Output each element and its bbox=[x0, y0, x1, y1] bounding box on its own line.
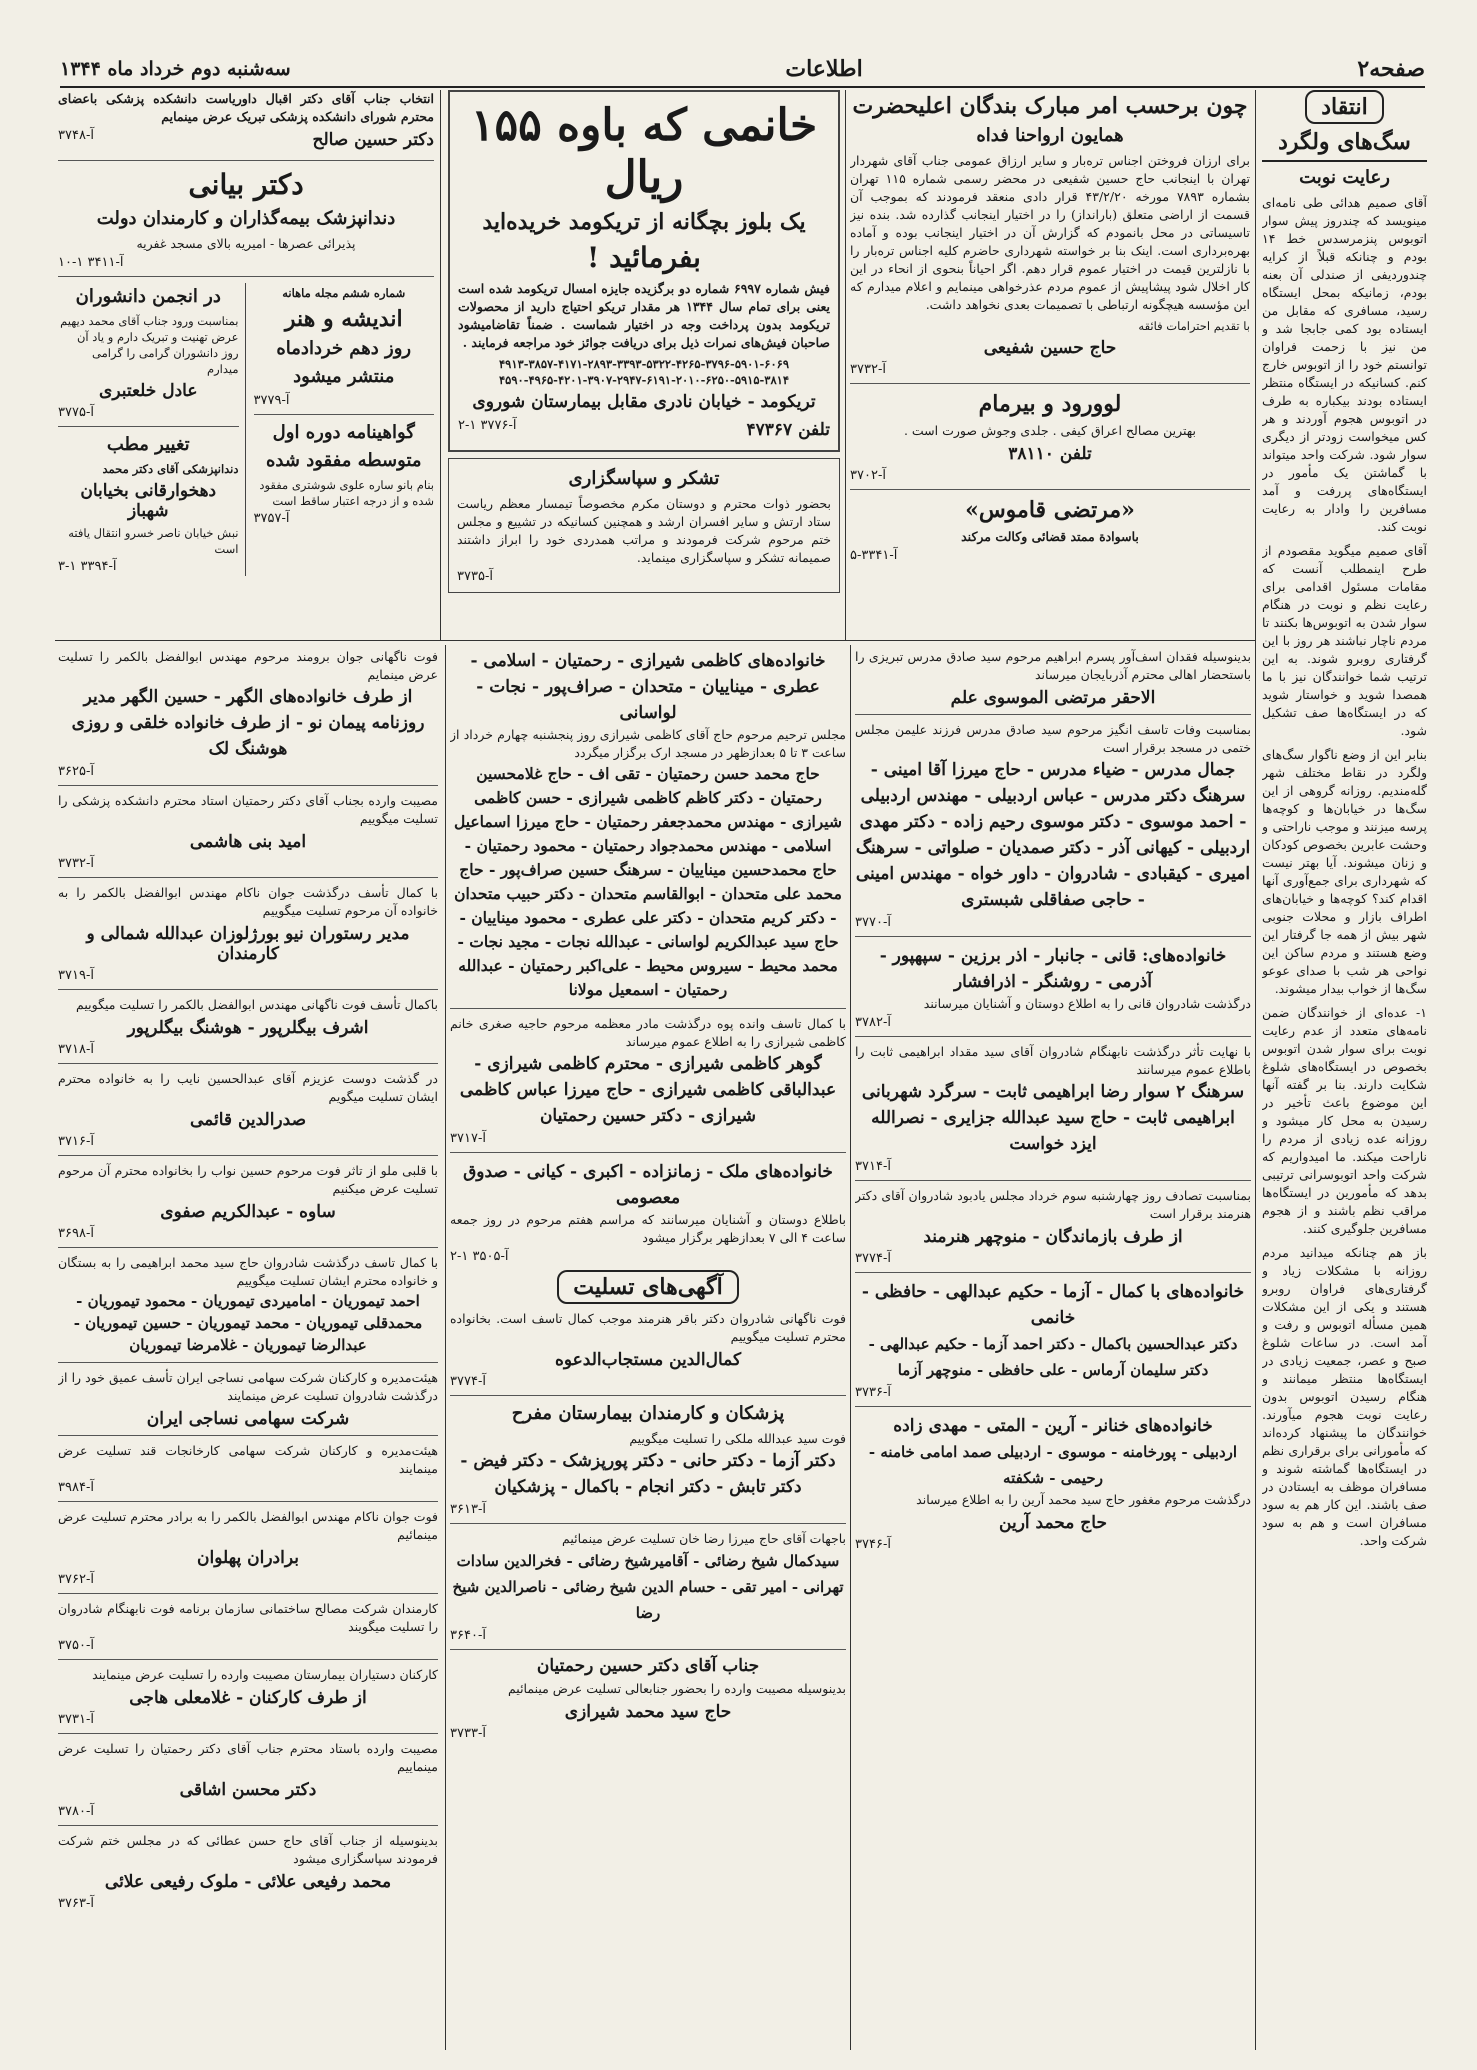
condolence-text: در گذشت دوست عزیزم آقای عبدالحسین نایب را به خانواده محترم ایشان تسلیت میگویم bbox=[58, 1071, 438, 1104]
condolence-signature: از طرف کارکنان - غلامعلی هاجی bbox=[129, 1688, 367, 1708]
ad-code: آ-۳۶۲۵ bbox=[58, 764, 94, 779]
condolence-text: با قلبی ملو از تاثر فوت مرحوم حسین نواب را بخانواده محترم آن مرحوم تسلیت عرض میکنیم bbox=[58, 1163, 438, 1196]
ad-code: آ-۳۷۳۱ bbox=[58, 1712, 94, 1727]
condolence-signature: برادران پهلوان bbox=[197, 1548, 299, 1568]
congrat-signature: دکتر حسین صالح bbox=[312, 130, 434, 150]
criticism-title: سگ‌های ولگرد bbox=[1262, 128, 1427, 162]
announcement-subtitle: همایون ارواحنا فداه bbox=[976, 125, 1124, 146]
condolence-text: فوت جوان ناکام مهندس ابوالفضل بالکمر را به برادر محترم تسلیت عرض مینمائیم bbox=[58, 1509, 438, 1542]
office-change-title: تغییر مطب bbox=[106, 434, 190, 455]
condolence-text: با نهایت تأثر درگذشت نابهنگام شادروان آقای سید مقداد ابراهیمی ثابت را باطلاع عموم میرسانند bbox=[855, 1044, 1251, 1077]
ad-code: آ-۳۷۸۲ bbox=[855, 1015, 891, 1030]
condolence-signature: اشرف بیگلرپور - هوشنگ بیگلرپور bbox=[127, 1018, 369, 1038]
families-title: خانواده‌های: قانی - جانبار - اذر برزین - سپهپور - آذرمی - روشنگر - اذرافشار bbox=[879, 946, 1227, 992]
magazine-date: روز دهم خردادماه bbox=[276, 338, 412, 359]
assoc-title: در انجمن دانشوران bbox=[75, 286, 221, 307]
condolence-signature: کمال‌الدین مستجاب‌الدعوه bbox=[554, 1350, 742, 1370]
condolence-names: احمد تیموریان - امامیردی تیموریان - محمود تیموریان - محمدقلی تیموریان - محمد تیموریان - حسین تیموریان - عبدالرضا تیموریان - غلامرضا تیموریان bbox=[73, 1292, 423, 1354]
condolence-text: با کمال تاسف درگذشت شادروان حاج سید محمد ابراهیمی را به بستگان و خانواده محترم ایشان تسلیت میگوییم bbox=[58, 1255, 438, 1288]
families-title: خانواده‌های با کمال - آزما - حکیم عبدالهی - حافظی - خانمی bbox=[861, 1282, 1245, 1328]
office-change-detail: نبش خیابان ناصر خسرو انتقال یافته است bbox=[68, 526, 239, 556]
masthead bbox=[60, 52, 1425, 88]
ad-headline: خانمی که باوه ۱۵۵ ریال bbox=[470, 100, 818, 203]
condolence-names: سیدکمال شیخ رضائی - آقامیرشیخ رضائی - فخرالدین سادات تهرانی - امیر تقی - حسام الدین شیخ رضائی - ناصرالدین شیخ رضا bbox=[452, 1552, 844, 1622]
ad-text: باسوادة ممتد قضائی وکالت مرکند bbox=[961, 529, 1139, 544]
ad-code: آ-۳۶۱۳ bbox=[450, 1502, 486, 1517]
ad-title: «مرتضی قاموس» bbox=[965, 497, 1135, 523]
row-rule bbox=[55, 640, 1255, 641]
regards: با تقدیم احترامات فائقه bbox=[1138, 319, 1250, 333]
ad-text: فیش شماره ۶۹۹۷ شماره دو برگزیده جایزه امسال تریکومد شده است یعنی برای تمام سال ۱۳۴۴ هر مقدار تریکو احتیاج دارید از محصولات تریکومد بدون پرداخت وجه در اختیار شماست . ضمناً تقاضامیشود صاحبان فیش‌های نمرات ذیل برای دریافت جوائز خود مراجعه فرمایند . bbox=[458, 281, 831, 350]
condolence-signature: حاج محمد آرین bbox=[999, 1513, 1107, 1533]
section-heading: رعایت نوبت bbox=[1299, 167, 1390, 188]
condolence-signature: حاج سید محمد شیرازی bbox=[564, 1702, 732, 1722]
ad-code: آ-۳۷۳۵ bbox=[457, 569, 493, 584]
condolence-text: درگذشت شادروان قانی را به اطلاع دوستان و آشنایان میرسانند bbox=[923, 996, 1251, 1011]
assoc-signature: عادل خلعتبری bbox=[99, 381, 198, 401]
criticism-heading: انتقاد bbox=[1305, 90, 1384, 124]
condolence-names: گوهر کاظمی شیرازی - محترم کاظمی شیرازی - عبدالباقی کاظمی شیرازی - حاج میرزا عباس کاظمی شیرازی - دکتر حسین رحمتیان bbox=[459, 1054, 837, 1126]
condolence-text: هیئت‌مدیره و کارکنان شرکت سهامی کارخانجات قند تسلیت عرض مینمایند bbox=[58, 1443, 438, 1476]
condolence-signature: امید بنی هاشمی bbox=[189, 832, 307, 852]
assoc-text: بمناسبت ورود جناب آقای محمد دیهیم عرض تهنیت و تبریک دارم و یاد آن روز دانشوران گرامی را گرامی میدارم bbox=[60, 314, 239, 376]
condolence-text: بمناسبت تصادف روز چهارشنبه سوم خرداد مجلس یادبود شادروان آقای دکتر هنرمند برقرار است bbox=[855, 1188, 1251, 1221]
ticket-numbers: ۴۹۱۳-۳۸۵۷-۴۱۷۱-۲۸۹۳-۳۳۹۳-۵۳۲۲-۴۲۶۵-۳۷۹۶-۵۹۰۱-۶۰۶۹ ۴۵۹۰-۴۹۶۵-۴۲۰۱-۳۹۰۷-۲۹۴۷-۶۱۹۱-۲۰۱۰-۶۲۵۰-۵۹۱۵-۳۸۱۴ bbox=[498, 357, 790, 387]
condolence-text: مصیبت وارده باستاد محترم جناب آقای دکتر رحمتیان را تسلیت عرض مینماییم bbox=[58, 1741, 438, 1774]
condolence-text: باطلاع دوستان و آشنایان میرسانند که مراسم هفتم مرحوم در روز جمعه ساعت ۴ الی ۷ بعدازظهر برگزار میشود bbox=[450, 1212, 846, 1245]
announcement-column bbox=[850, 90, 1250, 565]
criticism-text: بنابر این از وضع ناگوار سگ‌های ولگرد در نقاط مختلف شهر گله‌مندیم. روزانه گروهی از این سگ‌ها در خیابان‌ها و کوچه‌ها پرسه میزنند و موجب ناراحتی و وحشت عابرین بخصوص کودکان و زنان میشوند. آیا بهتر نیست که شهرداری برای جمع‌آوری آنها اقدام کند؟ کوچه‌ها و خیابان‌های اطراف بازار و محلات جنوبی شهر بیش از همه جا گرفتار این وضع هستند و مردم ساکن این نواحی هر شب با صدای عوعو سگ‌ها از خواب بیدار میشوند. bbox=[1262, 747, 1427, 996]
condolence-text: درگذشت مرحوم مغفور حاج سید محمد آرین را به اطلاع میرساند bbox=[916, 1492, 1251, 1507]
condolence-text: بدینوسیله مصیبت وارده را بحضور جنابعالی تسلیت عرض مینمائیم bbox=[507, 1681, 846, 1696]
column-rule bbox=[445, 645, 446, 2050]
condolence-signature: شرکت سهامی نساجی ایران bbox=[146, 1409, 350, 1429]
ad-code: آ-۳۵۰۵ ۱-۲ bbox=[450, 1249, 509, 1264]
magazine-issue: شماره ششم مجله ماهانه bbox=[282, 286, 406, 300]
ad-code: آ-۳۷۱۷ bbox=[450, 1131, 486, 1146]
condolence-signature: صدرالدین قائمی bbox=[189, 1110, 307, 1130]
condolence-text: باکمال تأسف فوت ناگهانی مهندس ابوالفضل بالکمر را تسلیت میگوییم bbox=[76, 997, 438, 1012]
criticism-text: آقای صمیم هدائی طی نامه‌ای مینویسد که چندروز پیش سوار اتوبوس پنزمرسدس خط ۱۴ بودم و چنانکه قبلاً از کرایه چندوردیفی از صندلی آن بعنه بودم، زمانیکه بمحل ایستگاه رسید، مسافری که مقابل من ایستاده بود کمی جابجا شد و من نیز با زحمت فراوان توانستم خود را از اتوبوس خارج کنم. کسانیکه در ایستگاه منتظر ایستاده بودند بیکباره به طرف در اتوبوس هجوم آوردند و هر کس میخواست زودتر از دیگری سوار شود. شرکت واحد میتواند با گماشتن یک مأمور در ایستگاه‌های پررفت و آمد مسافرین را وادار به رعایت نوبت کند. bbox=[1262, 195, 1427, 534]
condolence-section-heading: آگهی‌های تسلیت bbox=[557, 1270, 739, 1304]
criticism-column bbox=[1262, 90, 1427, 1550]
condolence-text: بدینوسیله از جناب آقای حاج حسن عطائی که در مجلس ختم شرکت فرمودند سپاسگزاری میشود bbox=[58, 1833, 438, 1866]
ad-code: آ-۳۷۰۲ bbox=[850, 468, 886, 483]
thanks-title: تشکر و سپاسگزاری bbox=[568, 468, 720, 489]
column-rule bbox=[845, 90, 846, 640]
announcement-title: چون برحسب امر مبارک بندگان اعلیحضرت bbox=[852, 93, 1248, 119]
ad-code: آ-۳۳۹۴ ۱-۳ bbox=[58, 559, 117, 574]
ad-code: آ-۳۶۴۰ bbox=[450, 1628, 486, 1643]
ad-phone: تلفن ۴۷۳۶۷ bbox=[746, 420, 830, 440]
office-change-text: دندانپزشکی آقای دکتر محمد bbox=[102, 462, 239, 476]
certificate-subtitle: متوسطه مفقود شده bbox=[265, 450, 422, 471]
ad-code: آ-۳۷۱۴ bbox=[855, 1159, 891, 1174]
ad-code: آ-۳۷۳۶ bbox=[855, 1385, 891, 1400]
ad-phone: تلفن ۳۸۱۱۰ bbox=[1008, 444, 1092, 464]
ad-code: آ-۳۷۷۴ bbox=[450, 1374, 486, 1389]
ad-code: آ-۳۳۴۱-۵ bbox=[850, 548, 898, 563]
condolence-text: با کمال تاسف وانده پوه درگذشت مادر معظمه مرحوم حاجیه صغری خانم کاظمی شیرازی را به اطلاع عموم میرساند bbox=[450, 1016, 846, 1049]
ad-code: آ-۳۹۸۴ bbox=[58, 1480, 94, 1495]
small-ads-column bbox=[58, 90, 434, 576]
column-rule bbox=[440, 90, 441, 640]
condolence-names: حاج محمد حسن رحمتیان - تقی اف - حاج غلامحسین رحمتیان - دکتر کاظم کاظمی شیرازی - حسن کاظمی شیرازی - مهندس محمدجعفر رحمتیان - حاج میرزا اسماعیل اسلامی - مهندس محمدجواد رحمتیان - محمود رحمتیان - حاج محمدحسین میناییان - سرهنگ حسین صراف‌پور - حاج محمد علی متحدان - ابوالقاسم متحدان - دکتر حبیب متحدان - دکتر کریم متحدان - دکتر علی عطری - محمود میناییان - حاج سید عبدالکریم لواسانی - عبدالله نجات - مجید نجات - محمد محیط - سیروس محیط - علی‌اکبر رحمتیان - عبدالله رحمتیان - اسمعیل مولانا bbox=[454, 764, 842, 999]
condolence-signature: دکتر محسن اشاقی bbox=[179, 1780, 317, 1800]
doctor-specialty: دندانپزشک بیمه‌گذاران و کارمندان دولت bbox=[96, 208, 396, 229]
ad-code: آ-۳۷۱۹ bbox=[58, 968, 94, 983]
doctor-address: پذیرائی عصرها - امیریه بالای مسجد غفریه bbox=[136, 236, 356, 251]
condolence-text: بمناسبت وفات تاسف انگیز مرحوم سید صادق مدرس فرزند علیمن مجلس ختمی در مسجد برقرار است bbox=[855, 722, 1251, 755]
ad-code: آ-۳۷۷۰ bbox=[855, 915, 891, 930]
column-rule bbox=[1255, 90, 1256, 2050]
condolence-text: با کمال تأسف درگذشت جوان ناکام مهندس ابوالفضل بالکمر را به خانواده آن مرحوم تسلیت میگوییم bbox=[58, 885, 438, 918]
ad-subheadline: یک بلوز بچگانه از تریکومد خریده‌اید bbox=[482, 209, 806, 235]
condolence-text: بدینوسیله فقدان اسف‌آور پسرم ابراهیم مرحوم سید صادق مدرس تبریزی را باستحضار اهالی محترم آذربایجان میرساند bbox=[855, 649, 1251, 682]
condolence-signature: محمد رفیعی علائی - ملوک رفیعی علائی bbox=[104, 1872, 392, 1892]
condolence-names: سرهنگ ۲ سوار رضا ابراهیمی ثابت - سرگرد شهربانی ابراهیمی ثابت - حاج سید عبدالله جزایری - نصرالله ایزد خواست bbox=[861, 1082, 1245, 1154]
ad-code: آ-۳۷۱۶ bbox=[58, 1134, 94, 1149]
criticism-text-continued: باز هم چنانکه میدانید مردم روزانه با مشکلات زیاد و گرفتاری‌های فراوان روبرو هستند و یکی از این مشکلات همین مسأله اتوبوس و رفت و آمد است. در ساعات شلوغ صبح و عصر، جمعیت زیادی در ایستگاه‌ها منتظر میمانند و هنگام رسیدن اتوبوس بدون رعایت نوبت هجوم میآورند. خوانندگان ما پیشنهاد کرده‌اند که مأمورانی برای برقراری نظم در ایستگاه‌ها گماشته شوند و مسافران موظف به ایستادن در صف باشند. این کار هم به سود مسافران است و هم به سود شرکت واحد. bbox=[1262, 1245, 1427, 1548]
condolence-names: جمال مدرس - ضیاء مدرس - حاج میرزا آقا امینی - سرهنگ دکتر مدرس - عباس اردبیلی - مهندس اردبیلی - احمد موسوی - دکتر موسوی رحیم زاده - دکتر مهدی اردبیلی - کیهانی آذر - دکتر صمدیان - صلواتی - سرهنگ امیری - کیقبادی - شادروان - داور خواه - مهندس امینی - حاجی صفاقلی شبستری bbox=[855, 760, 1251, 910]
doctor-name: دکتر بیانی bbox=[188, 168, 304, 201]
magazine-publish: منتشر میشود bbox=[293, 366, 395, 387]
ad-code: آ-۳۷۴۸ bbox=[58, 128, 94, 143]
condolence-text: باجهات آقای حاج میرزا رضا خان تسلیت عرض مینمائیم bbox=[562, 1531, 846, 1546]
condolence-text: کارکنان دستیاران بیمارستان مصیبت وارده را تسلیت عرض مینمایند bbox=[92, 1667, 438, 1682]
condolence-column-left bbox=[58, 648, 438, 1913]
office-change-name: دهخوارقانی بخیابان شهباز bbox=[80, 481, 217, 521]
condolence-text: هیئت‌مدیره و کارکنان شرکت سهامی نساجی ایران تأسف عمیق خود را از درگذشت شادروان تسلیت عرض مینمایند bbox=[58, 1370, 438, 1403]
ad-code: آ-۳۷۴۶ bbox=[855, 1537, 891, 1552]
condolence-text: فوت ناگهانی شادروان دکتر باقر هنرمند موجب کمال تاسف است. بخانواده محترم تسلیت میگوییم bbox=[450, 1311, 846, 1344]
page-number: صفحه۲ bbox=[1357, 56, 1425, 82]
ad-code: آ-۳۷۷۹ bbox=[253, 393, 290, 408]
condolence-text: مجلس ترحیم مرحوم حاج آقای کاظمی شیرازی روز پنجشنبه چهارم خرداد از ساعت ۳ تا ۵ بعدازظهر در مسجد ارک برگزار میگردد bbox=[450, 727, 846, 760]
ad-code: آ-۳۴۱۱ ۱-۱۰ bbox=[58, 255, 124, 270]
ad-code: آ-۳۷۵۷ bbox=[253, 511, 290, 526]
announcement-text: برای ارزان فروختن اجناس تره‌بار و سایر ارزاق عمومی جناب آقای شهردار تهران با اینجانب حاج حسین شفیعی در محضر رسمی شماره ۱۱۵ تهران بشماره ۷۸۹۳ مورخه ۴۳/۲/۲۰ قرار دادی منعقد فرمودند که بموجب آن قسمت از اراضی متعلق (بارانداز) را در اختیار اینجانب گذارده شد. بنده نیز تاسیساتی در محل بانمودم که گزارش آن در اختیار اینجانب بوده و آماده بهره‌برداری است. اینک بنا بر خواسته شهرداری حاضرم کلیه اجناس تره‌بار را با نازلترین قیمت در اختیار عموم قرار دهم. اگر احیاناً بنحوی از انحاء در این کار اخلال شود پیشاپیش از عموم مردم عذرخواهی مینمایم و اعلام میدارم که این مؤسسه هیچگونه ارتباطی با تصمیمات بعدی نخواهد داشت. bbox=[850, 153, 1250, 312]
condolence-names: دکتر عبدالحسین باکمال - دکتر احمد آزما - حکیم عبدالهی - دکتر سلیمان آرماس - علی حافظی - منوچهر آزما bbox=[868, 1335, 1238, 1379]
ad-code: آ-۳۷۱۸ bbox=[58, 1042, 94, 1057]
families-title: خانواده‌های خنانر - آرین - المتی - مهدی زاده bbox=[893, 1416, 1213, 1436]
ad-call: بفرمائید ! bbox=[587, 241, 701, 274]
criticism-text: ۱- عده‌ای از خوانندگان ضمن نامه‌های متعدد از عدم رعایت نوبت برای سوار شدن اتوبوس بخصوص در ایستگاه‌های شلوغ شکایت دارند. بنا بر گفته آنها این موضوع باعث تأخیر در رسیدن به محل کار میشود و روزانه عده زیادی از مردم را ناراحت میکند. ما امیدواریم که شرکت واحد اتوبوسرانی ترتیبی بدهد که مأمورین در ایستگاه‌ها مراقب نظم باشند و از هجوم مسافرین جلوگیری کنند. bbox=[1262, 1005, 1427, 1236]
condolence-column-middle bbox=[450, 648, 846, 1743]
ad-code: آ-۳۷۳۲ bbox=[58, 856, 94, 871]
condolence-signature: الاحقر مرتضی الموسوی علم bbox=[950, 688, 1156, 708]
signature: حاج حسین شفیعی bbox=[983, 338, 1117, 358]
issue-date: سه‌شنبه دوم خرداد ماه ۱۳۴۴ bbox=[60, 58, 291, 80]
ad-code: آ-۳۶۹۸ bbox=[58, 1226, 94, 1241]
ad-title: لوورود و بیرمام bbox=[978, 391, 1122, 417]
condolence-column-right bbox=[855, 648, 1251, 1554]
condolence-text: کارمندان شرکت مصالح ساختمانی سازمان برنامه فوت نابهنگام شادروان را تسلیت میگویند bbox=[58, 1601, 438, 1634]
condolence-recipient: جناب آقای دکتر حسین رحمتیان bbox=[536, 1656, 760, 1676]
magazine-name: اندیشه و هنر bbox=[284, 306, 403, 332]
condolence-text: فوت سید عبدالله ملکی را تسلیت میگوییم bbox=[629, 1431, 846, 1446]
condolence-signature: از طرف بازماندگان - منوچهر هنرمند bbox=[923, 1227, 1183, 1247]
ad-text: بهترین مصالح اعراق کیفی . جلدی وجوش صورت است . bbox=[903, 423, 1197, 438]
ad-code: آ-۳۷۷۶ ۱-۲ bbox=[458, 418, 517, 433]
congrat-text: انتخاب جناب آقای دکتر اقبال داوریاست دانشکده پزشکی باعضای محترم شورای دانشکده پزشکی تبریک عرض مینمایم bbox=[58, 91, 434, 124]
condolence-text: فوت ناگهانی جوان برومند مرحوم مهندس ابوالفضل بالکمر را تسلیت عرض مینمایم bbox=[58, 649, 438, 682]
families-title: خانواده‌های ملک - زمانزاده - اکبری - کیانی - صدوق معصومی bbox=[463, 1162, 833, 1208]
condolence-text: مصیبت وارده بجناب آقای دکتر رحمتیان استاد محترم دانشکده پزشکی را تسلیت میگوییم bbox=[58, 793, 438, 826]
thanks-text: بحضور ذوات محترم و دوستان مکرم مخصوصاً تیمسار معظم ریاست ستاد ارتش و سایر افسران ارشد و همچنین کسانیکه در تشییع و مجلس ختم مرحوم شرکت فرمودند و مراتب همدردی خود را ابراز داشتند صمیمانه تشکر و سپاسگزاری مینماید. bbox=[457, 496, 831, 565]
ad-code: آ-۳۷۳۳ bbox=[450, 1726, 486, 1741]
tricomed-ad bbox=[448, 90, 840, 599]
ad-code: آ-۳۷۶۳ bbox=[58, 1896, 94, 1911]
condolence-names: از طرف خانواده‌های الگهر - حسین الگهر مدیر روزنامه پیمان نو - از طرف خانواده خلقی و روزی هوشنگ لک bbox=[71, 687, 425, 759]
certificate-text: بنام بانو ساره علوی شوشتری مفقود شده و از درجه اعتبار ساقط است bbox=[259, 478, 434, 508]
ad-footer: تریکومد - خیابان نادری مقابل بیمارستان شوروی bbox=[472, 392, 816, 412]
condolence-signature: مدیر رستوران نیو بورژلوزان عبدالله شمالی و کارمندان bbox=[86, 924, 410, 964]
hospital-title: پزشکان و کارمندان بیمارستان مفرح bbox=[511, 1403, 785, 1424]
condolence-names: اردبیلی - پورخامنه - موسوی - اردبیلی صمد امامی خامنه - رحیمی - شکفته bbox=[868, 1443, 1238, 1487]
criticism-text: آقای صمیم میگوید مقصودم از طرح اینمطلب آنست که مقامات مسئول اقدامی برای رعایت نظم و نوبت در هنگام سوار شدن به اتوبوس‌ها بکنند تا مردم ناچار نباشند هر روز با این گرفتاری روبرو شوند. به این ترتیب شما خوانندگان نیز با ما همصدا شوید و خواستار شوید که در ایستگاه‌ها صف تشکیل شود. bbox=[1262, 543, 1427, 738]
column-rule bbox=[850, 645, 851, 2050]
paper-name: اطلاعات bbox=[785, 56, 863, 82]
ad-code: آ-۳۷۷۴ bbox=[855, 1251, 891, 1266]
ad-code: آ-۳۷۸۰ bbox=[58, 1804, 94, 1819]
ad-code: آ-۳۷۷۵ bbox=[58, 405, 94, 420]
ad-code: آ-۳۷۵۰ bbox=[58, 1638, 94, 1653]
condolence-names: دکتر آزما - دکتر حانی - دکتر پورپزشک - دکتر فیض - دکتر تابش - دکتر انجام - باکمال - پزشکیان bbox=[460, 1451, 836, 1497]
families-title: خانواده‌های کاظمی شیرازی - رحمتیان - اسلامی - عطری - میناییان - متحدان - صراف‌پور - نجات - لواسانی bbox=[470, 651, 826, 723]
ad-code: آ-۳۷۳۲ bbox=[850, 362, 886, 377]
ad-code: آ-۳۷۶۲ bbox=[58, 1572, 94, 1587]
certificate-title: گواهینامه دوره اول bbox=[272, 422, 415, 443]
condolence-signature: ساوه - عبدالکریم صفوی bbox=[160, 1202, 336, 1222]
